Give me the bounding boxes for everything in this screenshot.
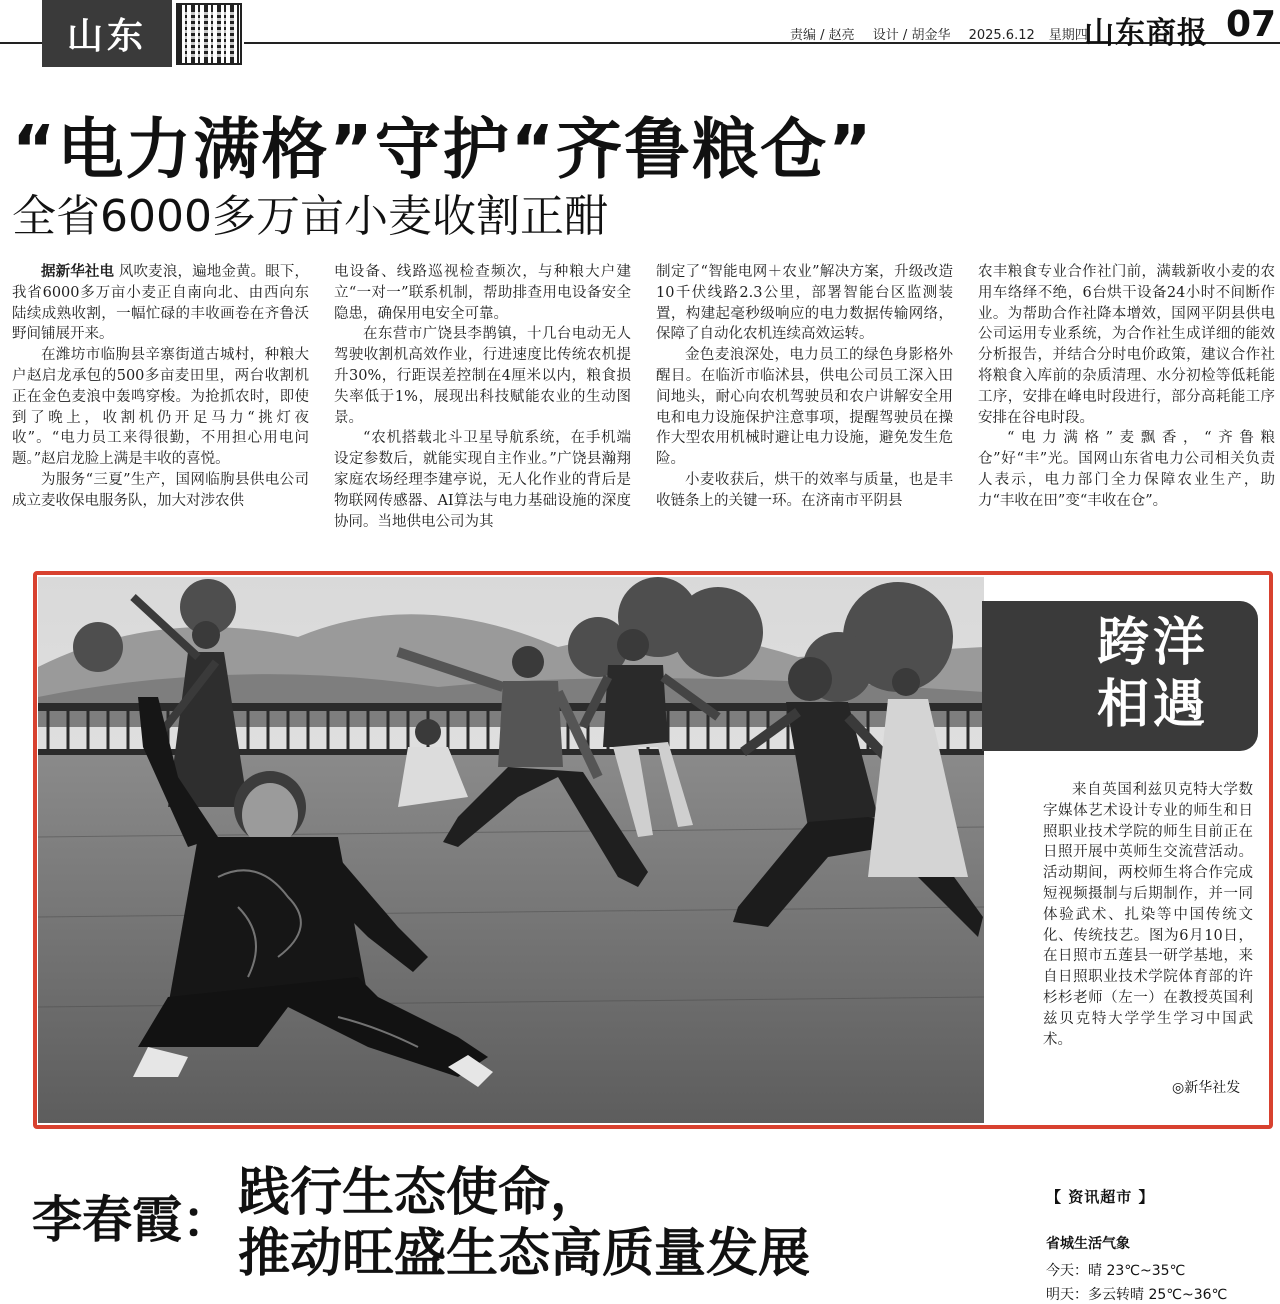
paragraph: 制定了“智能电网＋农业”解决方案，升级改造10千伏线路2.3公里，部署智能台区监测装置，构建起毫秒级响应的电力数据传输网络，保障了自动化农机连续高效运转。	[656, 264, 953, 343]
weather-tomorrow: 明天：多云转晴 25℃~36℃	[1046, 1287, 1228, 1303]
paragraph: 电设备、线路巡视检查频次，与种粮大户建立“一对一”联系机制，帮助排查用电设备安全隐患，确保用电安全可靠。	[334, 264, 631, 322]
header-rule-left	[0, 42, 42, 44]
editor-credit: 责编 / 赵亮	[790, 28, 855, 43]
article-column-1	[12, 262, 309, 544]
page-number: 07	[1226, 4, 1277, 45]
article-subheadline: 全省6000多万亩小麦收割正酣	[12, 191, 608, 242]
paragraph: 金色麦浪深处，电力员工的绿色身影格外醒目。在临沂市临沭县，供电公司员工深入田间地头，耐心向农机驾驶员和农户讲解安全用电和电力设施保护注意事项，提醒驾驶员在操作大型农用机械时避让电力设施，避免发生危险。	[656, 347, 953, 468]
photo-caption: 来自英国利兹贝克特大学数字媒体艺术设计专业的师生和日照职业技术学院的师生目前正在日照开展中英师生交流营活动。活动期间，两校师生将合作完成短视频摄制与后期制作，并一同体验武术、扎染等中国传统文化、传统技艺。图为6月10日，在日照市五莲县一研学基地，来自日照职业技术学院体育部的许杉杉老师（左一）在教授英国利兹贝克特大学学生学习中国武术。	[1043, 782, 1253, 1048]
article-source: 据新华社电	[41, 264, 115, 280]
paragraph: 在潍坊市临朐县辛寨街道古城村，种粮大户赵启龙承包的500多亩麦田里，两台收割机正在金色麦浪中轰鸣穿梭。为抢抓农时，即使到了晚上，收割机仍开足马力“挑灯夜收”。“电力员工来得很勤，不用担心用电问题。”赵启龙脸上满是丰收的喜悦。	[12, 347, 309, 468]
paragraph: 为服务“三夏”生产，国网临朐县供电公司成立麦收保电服务队，加大对涉农供	[12, 471, 309, 509]
tai-chi-photo	[38, 577, 984, 1123]
issue-weekday: 星期四	[1048, 28, 1088, 43]
section-tag: 山东	[42, 0, 172, 67]
paragraph: 农丰粮食专业合作社门前，满载新收小麦的农用车络绎不绝，6台烘干设备24小时不间断作业。为帮助合作社降本增效，国网平阴县供电公司运用专业系统，为合作社生成详细的能效分析报告，并结合分时电价政策，建议合作社将粮食入库前的杂质清理、水分初检等低耗能工序，安排在峰电时段进行，部分高耗能工序安排在谷电时段。	[978, 264, 1275, 426]
issue-date: 2025.6.12	[968, 28, 1035, 43]
article-column-2	[334, 262, 631, 544]
paragraph: 小麦收获后，烘干的效率与质量，也是丰收链条上的关键一环。在济南市平阴县	[656, 471, 953, 509]
header-meta	[790, 24, 1102, 43]
qr-code-icon	[176, 3, 242, 65]
bottom-article-title-line2: 推动旺盛生态高质量发展	[238, 1224, 811, 1284]
paragraph: 风吹麦浪，遍地金黄。眼下，我省6000多万亩小麦正自南向北、由西向东陆续成熟收割，一幅忙碌的丰收画卷在齐鲁沃野间铺展开来。	[12, 264, 309, 343]
paragraph: “农机搭载北斗卫星导航系统，在手机端设定参数后，就能实现自主作业。”广饶县瀚翔家庭农场经理李建亭说，无人化作业的背后是物联网传感器、AI算法与电力基础设施的深度协同。当地供电公司为其	[334, 430, 631, 530]
designer-credit: 设计 / 胡金华	[872, 28, 951, 43]
weather-today: 今天：晴 23℃~35℃	[1046, 1263, 1186, 1279]
paper-name: 山东商报	[1084, 16, 1208, 51]
paragraph: “电力满格”麦飘香，“齐鲁粮仓”好“丰”光。国网山东省电力公司相关负责人表示，电力部门全力保障农业生产，助力“丰收在田”变“丰收在仓”。	[978, 430, 1275, 509]
bottom-article-name: 李春霞：	[32, 1191, 232, 1249]
article-body	[12, 262, 1274, 544]
bottom-article-title-line1: 践行生态使命，	[238, 1163, 603, 1223]
info-box-heading: 【 资讯超市 】	[1046, 1188, 1155, 1206]
feature-tag: 跨洋相遇	[1096, 613, 1209, 735]
article-column-4	[978, 262, 1275, 544]
paragraph: 在东营市广饶县李鹊镇，十几台电动无人驾驶收割机高效作业，行进速度比传统农机提升30%，行距误差控制在4厘米以内，粮食损失率低于1%，展现出科技赋能农业的生动图景。	[334, 326, 631, 426]
article-headline: “电力满格”守护“齐鲁粮仓”	[12, 111, 874, 188]
weather-heading: 省城生活气象	[1046, 1236, 1130, 1252]
photo-credit: ◎新华社发	[1172, 1080, 1241, 1096]
article-column-3	[656, 262, 953, 544]
